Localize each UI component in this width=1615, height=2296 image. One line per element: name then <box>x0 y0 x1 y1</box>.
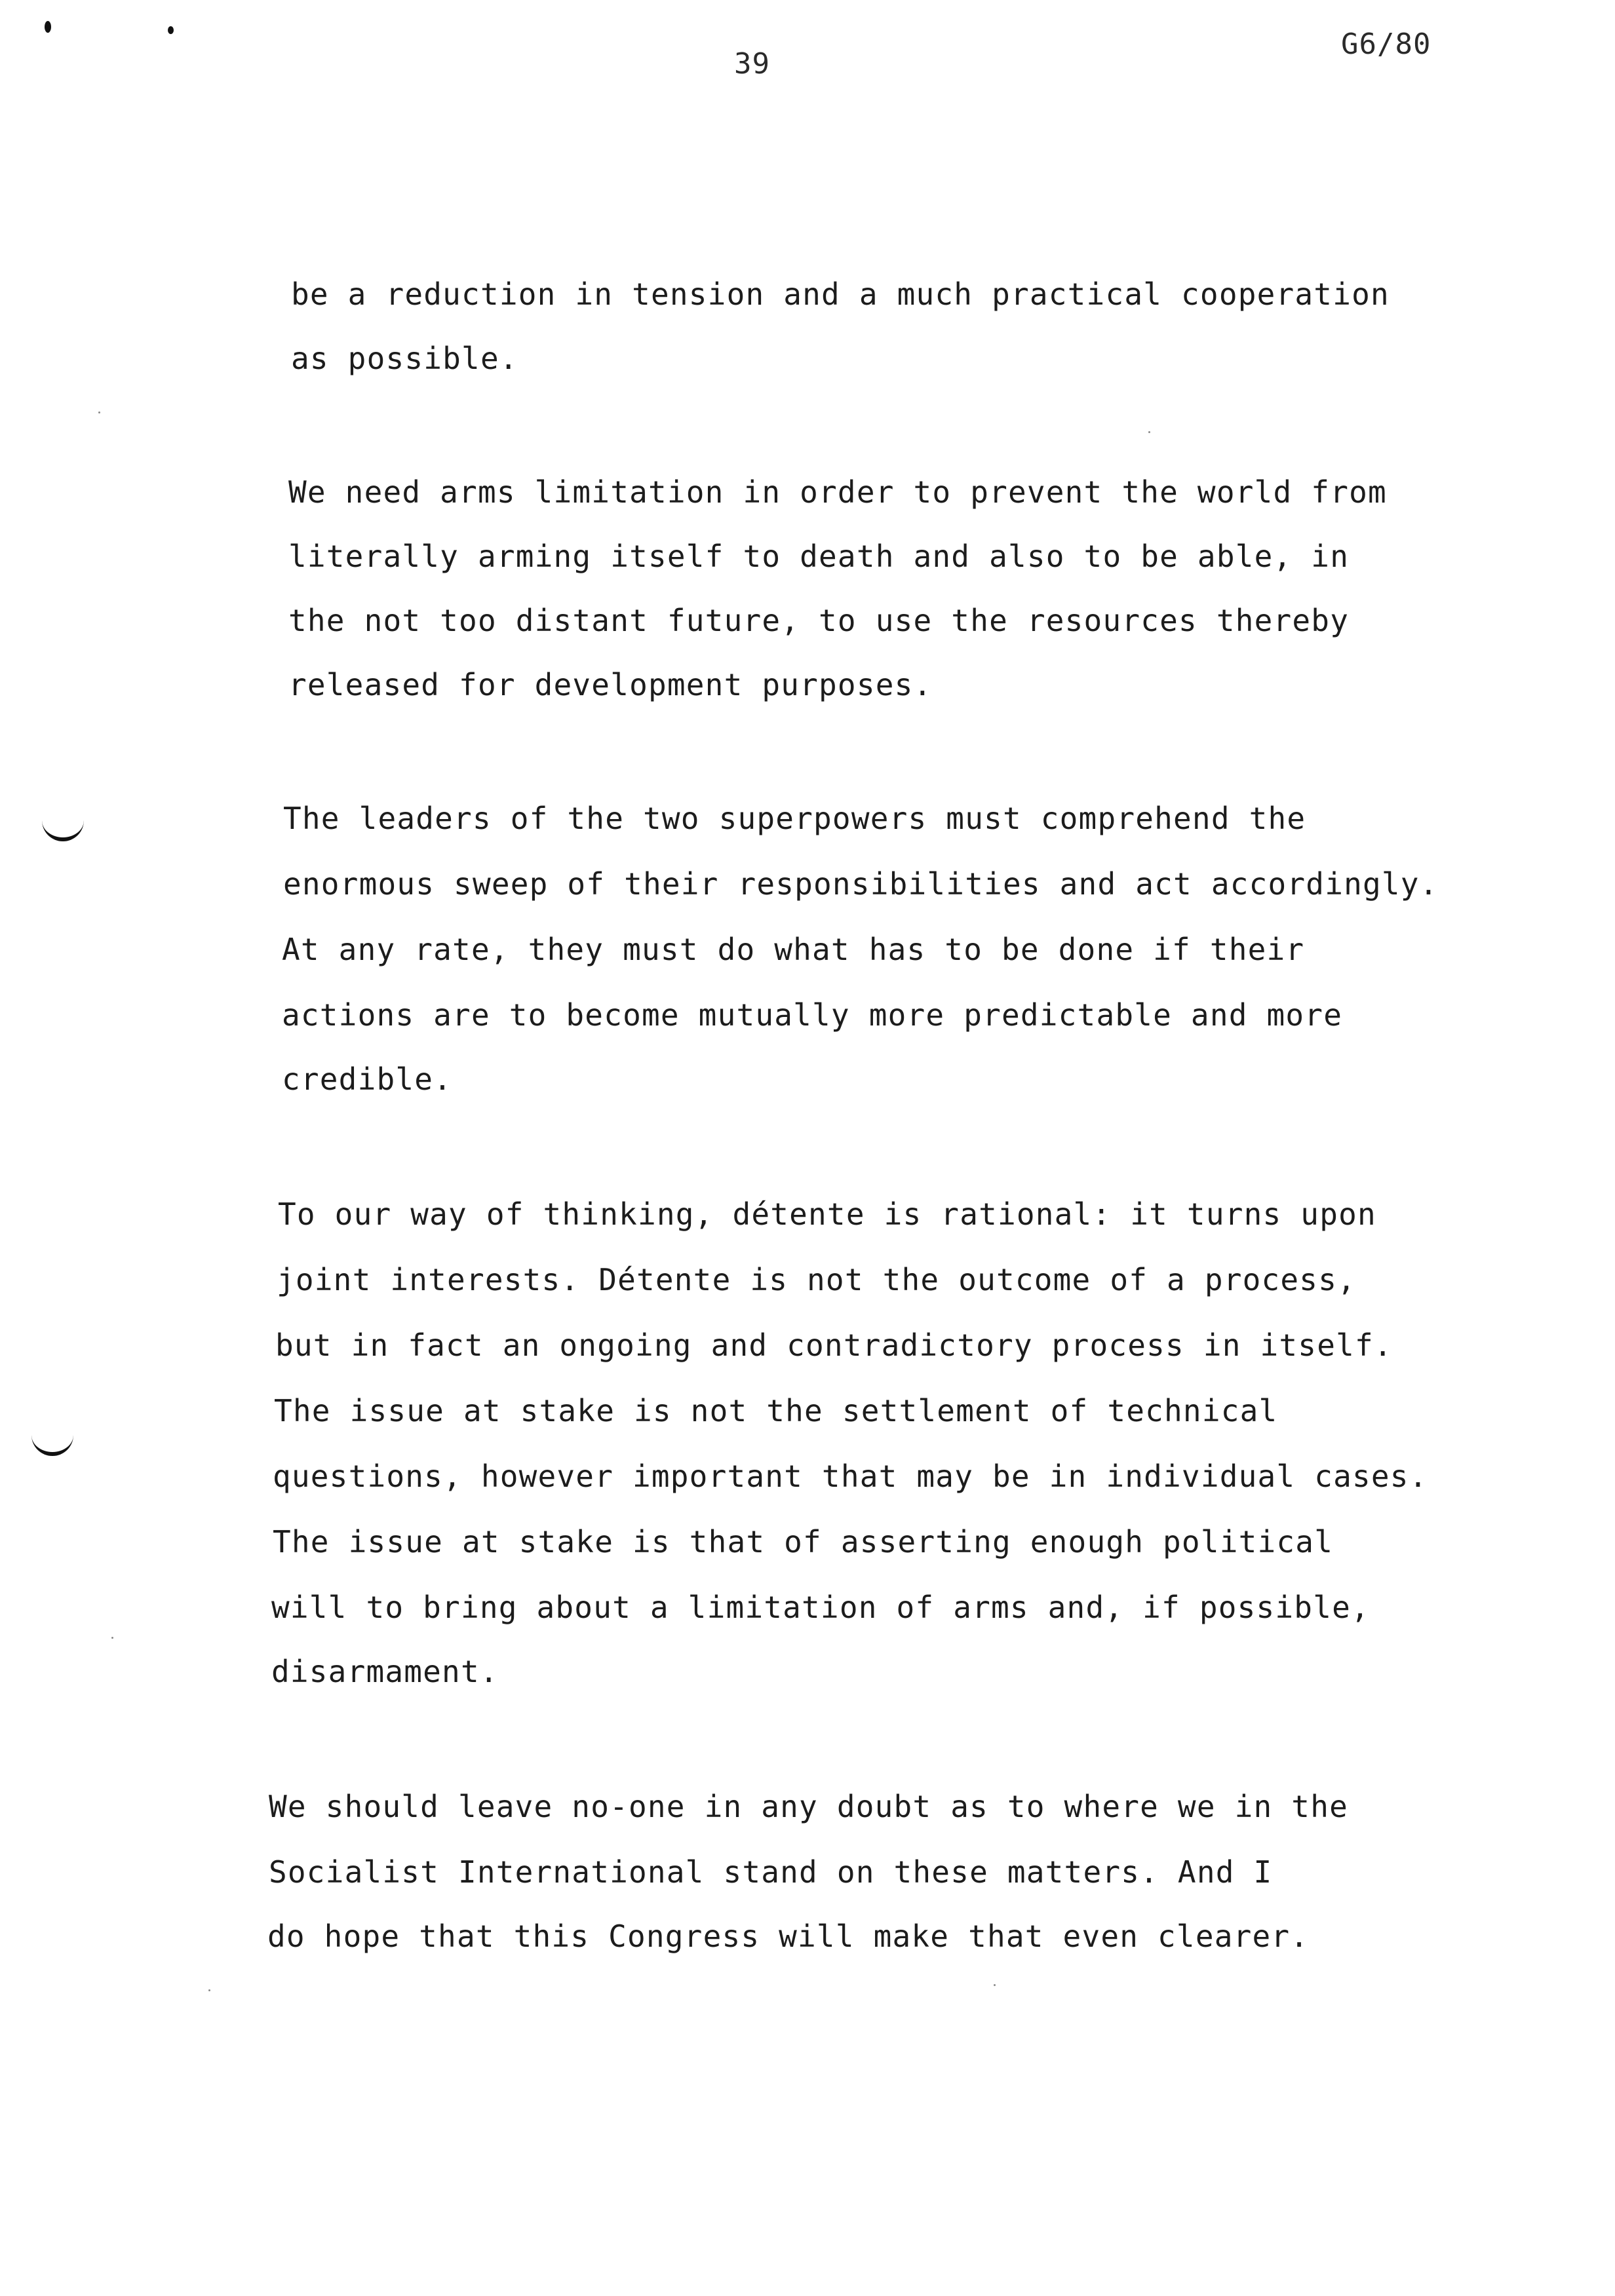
text-line: joint interests. Détente is not the outcome of a process, <box>277 1262 1356 1297</box>
punch-hole-mark <box>42 818 84 841</box>
text-line: be a reduction in tension and a much practical cooperation <box>291 277 1390 312</box>
scan-speck <box>994 1984 996 1986</box>
document-reference: G6/80 <box>1341 28 1431 61</box>
scan-speck <box>208 1989 210 1991</box>
text-line: do hope that this Congress will make that even clearer. <box>267 1919 1310 1954</box>
text-line: but in fact an ongoing and contradictory process in itself. <box>275 1328 1393 1363</box>
scan-mark <box>45 21 51 33</box>
text-line: The leaders of the two superpowers must comprehend the <box>283 801 1306 836</box>
scan-speck <box>111 1637 113 1639</box>
text-line: will to bring about a limitation of arms and, if possible, <box>271 1590 1370 1625</box>
scan-speck <box>98 411 100 413</box>
text-line: Socialist International stand on these matters. And I <box>269 1854 1273 1890</box>
scan-mark <box>168 26 174 34</box>
text-line: questions, however important that may be in individual cases. <box>273 1459 1428 1494</box>
text-line: The issue at stake is that of asserting enough political <box>273 1524 1334 1559</box>
punch-hole-mark <box>31 1432 73 1456</box>
text-line: To our way of thinking, détente is rational: it turns upon <box>278 1196 1376 1232</box>
text-line: actions are to become mutually more predictable and more <box>282 997 1343 1033</box>
text-line: The issue at stake is not the settlement of technical <box>274 1393 1278 1428</box>
text-line: credible. <box>282 1062 453 1097</box>
scan-speck <box>1148 431 1150 433</box>
text-line: as possible. <box>291 341 518 376</box>
text-line: enormous sweep of their responsibilities and act accordingly. <box>283 866 1439 902</box>
text-line: the not too distant future, to use the resources thereby <box>288 603 1350 638</box>
page-number: 39 <box>734 47 770 81</box>
text-line: At any rate, they must do what has to be done if their <box>282 932 1305 967</box>
text-line: We need arms limitation in order to prevent the world from <box>288 474 1387 510</box>
text-line: literally arming itself to death and also to be able, in <box>288 539 1350 574</box>
text-line: released for development purposes. <box>288 667 933 702</box>
text-line: We should leave no-one in any doubt as to where we in the <box>269 1789 1348 1824</box>
text-line: disarmament. <box>271 1654 499 1689</box>
